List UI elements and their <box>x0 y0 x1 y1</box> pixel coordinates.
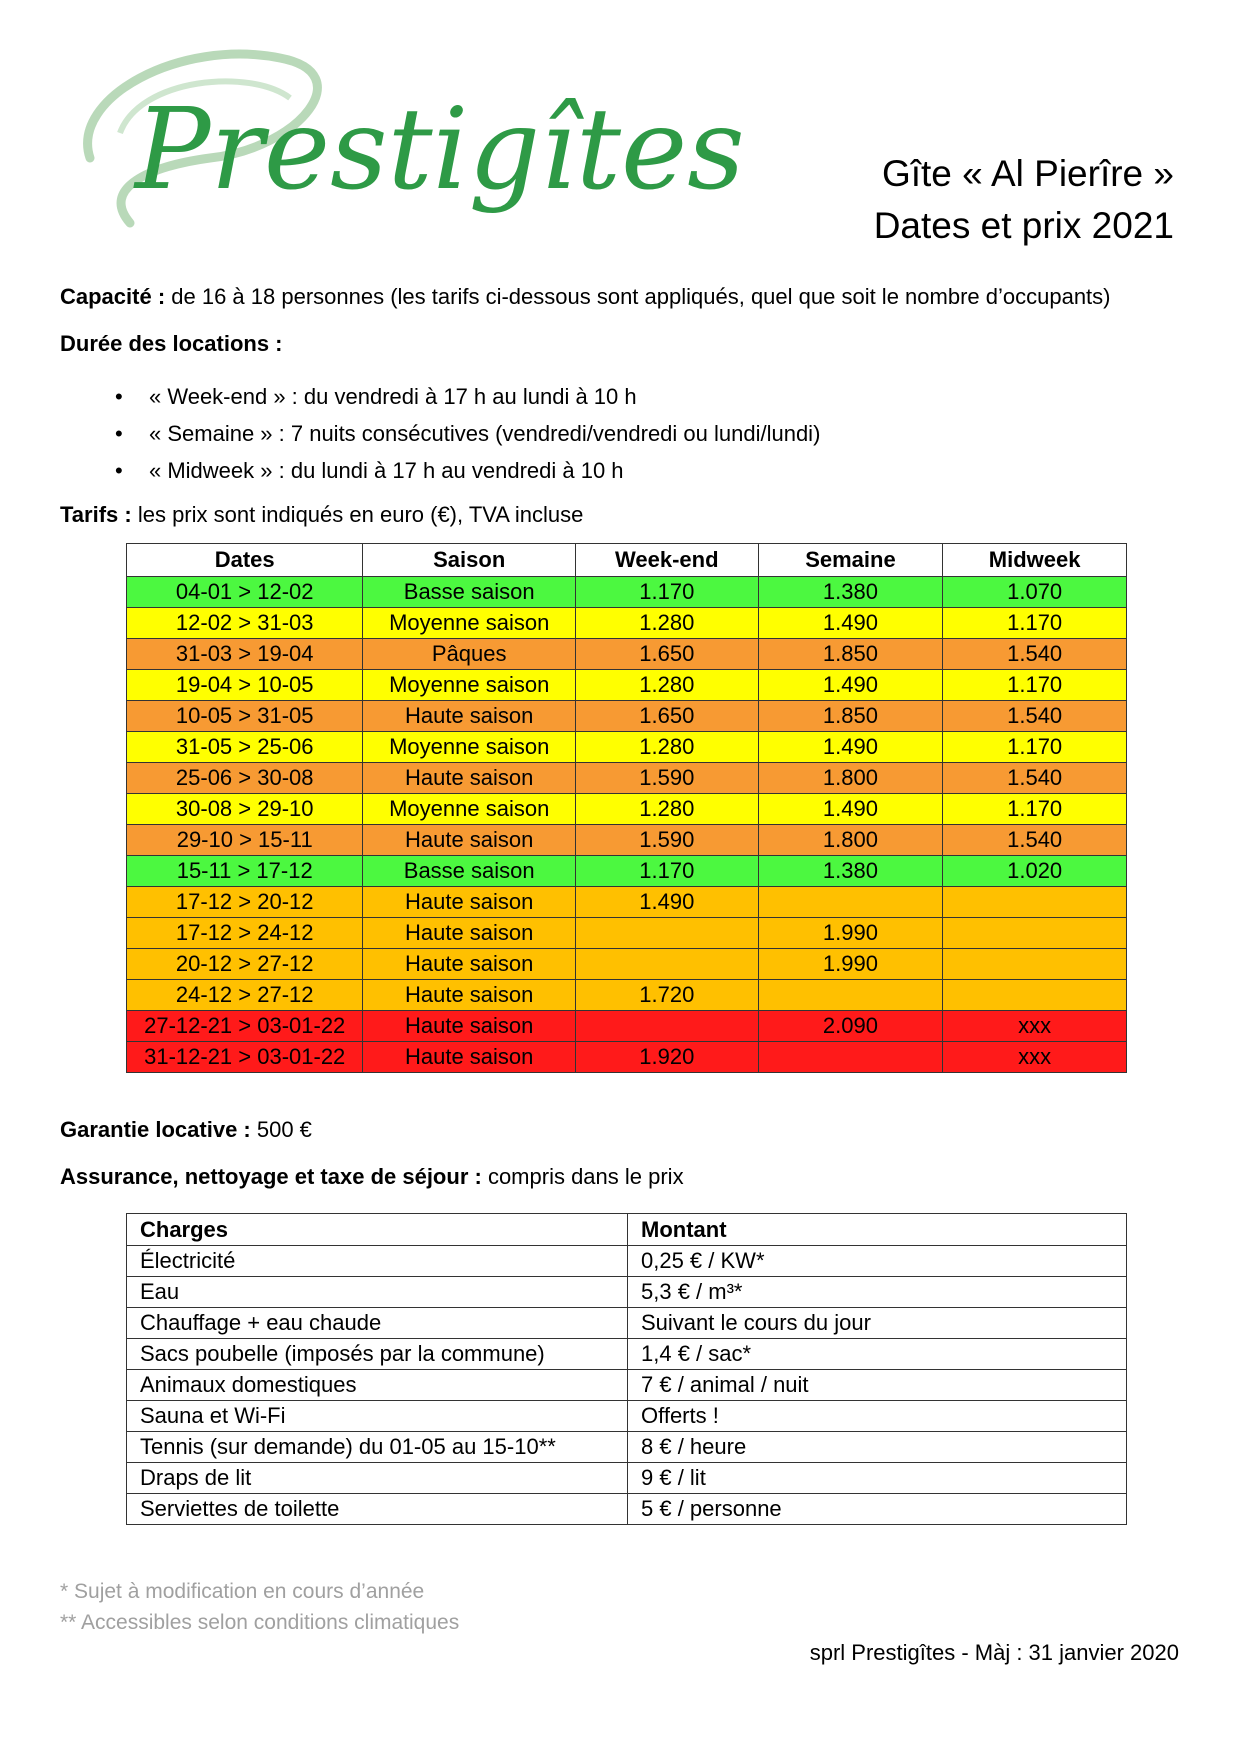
cell-weekend: 1.280 <box>576 670 759 701</box>
tarifs-line <box>60 502 583 528</box>
cell-charge: Eau <box>127 1277 628 1308</box>
cell-saison: Haute saison <box>363 1011 576 1042</box>
bullet-text: « Semaine » : 7 nuits consécutives (vendredi/vendredi ou lundi/lundi) <box>149 421 821 446</box>
document-title <box>874 148 1174 252</box>
cell-semaine: 1.490 <box>758 608 943 639</box>
cell-montant: 9 € / lit <box>628 1463 1127 1494</box>
tarifs-label: Tarifs : <box>60 502 132 527</box>
cell-saison: Haute saison <box>363 980 576 1011</box>
header-montant: Montant <box>628 1214 1127 1246</box>
title-line-1: Gîte « Al Pierîre » <box>881 153 1174 194</box>
cell-semaine: 1.490 <box>758 670 943 701</box>
cell-midweek: 1.170 <box>943 794 1127 825</box>
cell-midweek: 1.540 <box>943 701 1127 732</box>
cell-charge: Chauffage + eau chaude <box>127 1308 628 1339</box>
cell-weekend: 1.280 <box>576 732 759 763</box>
cell-dates: 20-12 > 27-12 <box>127 949 363 980</box>
cell-weekend <box>576 1011 759 1042</box>
cell-weekend: 1.650 <box>576 639 759 670</box>
charges-table <box>126 1213 1127 1525</box>
cell-dates: 12-02 > 31-03 <box>127 608 363 639</box>
cell-weekend: 1.590 <box>576 763 759 794</box>
cell-saison: Pâques <box>363 639 576 670</box>
table-row <box>127 639 1127 670</box>
cell-saison: Moyenne saison <box>363 670 576 701</box>
cell-charge: Serviettes de toilette <box>127 1494 628 1525</box>
cell-dates: 04-01 > 12-02 <box>127 577 363 608</box>
table-row <box>127 1246 1127 1277</box>
update-note: sprl Prestigîtes - Màj : 31 janvier 2020 <box>809 1640 1179 1665</box>
capacite-line <box>60 284 1111 310</box>
cell-charge: Électricité <box>127 1246 628 1277</box>
list-item <box>115 415 820 452</box>
cell-saison: Basse saison <box>363 856 576 887</box>
cell-montant: 8 € / heure <box>628 1432 1127 1463</box>
cell-weekend: 1.280 <box>576 608 759 639</box>
cell-midweek: 1.020 <box>943 856 1127 887</box>
header-charges: Charges <box>127 1214 628 1246</box>
cell-midweek: 1.170 <box>943 608 1127 639</box>
logo-text: Prestigîtes <box>135 85 745 215</box>
cell-semaine: 1.800 <box>758 825 943 856</box>
cell-semaine: 1.380 <box>758 577 943 608</box>
bullet-icon: • <box>115 421 123 446</box>
cell-saison: Basse saison <box>363 577 576 608</box>
cell-charge: Sauna et Wi-Fi <box>127 1401 628 1432</box>
tarifs-text: les prix sont indiqués en euro (€), TVA incluse <box>131 502 584 527</box>
cell-montant: 1,4 € / sac* <box>628 1339 1127 1370</box>
cell-montant: 0,25 € / KW* <box>628 1246 1127 1277</box>
cell-saison: Haute saison <box>363 918 576 949</box>
cell-dates: 24-12 > 27-12 <box>127 980 363 1011</box>
bullet-icon: • <box>115 458 123 483</box>
bullet-text: « Midweek » : du lundi à 17 h au vendredi à 10 h <box>149 458 624 483</box>
table-row <box>127 1011 1127 1042</box>
cell-dates: 31-12-21 > 03-01-22 <box>127 1042 363 1073</box>
cell-dates: 27-12-21 > 03-01-22 <box>127 1011 363 1042</box>
table-row <box>127 980 1127 1011</box>
cell-montant: Suivant le cours du jour <box>628 1308 1127 1339</box>
cell-weekend <box>576 949 759 980</box>
table-row <box>127 1463 1127 1494</box>
table-row <box>127 887 1127 918</box>
cell-semaine <box>758 887 943 918</box>
cell-semaine: 1.380 <box>758 856 943 887</box>
footnote-1: * Sujet à modification en cours d’année <box>60 1580 425 1603</box>
tarifs-header-row <box>127 544 1127 577</box>
cell-montant: Offerts ! <box>628 1401 1127 1432</box>
bullet-icon: • <box>115 384 123 409</box>
table-row <box>127 1277 1127 1308</box>
duree-list <box>115 378 820 489</box>
table-row <box>127 577 1127 608</box>
cell-dates: 19-04 > 10-05 <box>127 670 363 701</box>
cell-semaine: 2.090 <box>758 1011 943 1042</box>
duree-heading <box>60 331 283 357</box>
cell-weekend: 1.650 <box>576 701 759 732</box>
cell-charge: Tennis (sur demande) du 01-05 au 15-10** <box>127 1432 628 1463</box>
cell-midweek <box>943 980 1127 1011</box>
cell-semaine: 1.990 <box>758 918 943 949</box>
cell-saison: Haute saison <box>363 763 576 794</box>
cell-midweek <box>943 887 1127 918</box>
duree-label: Durée des locations : <box>60 331 283 356</box>
table-row <box>127 670 1127 701</box>
garantie-line <box>60 1117 312 1143</box>
header-saison: Saison <box>363 544 576 577</box>
cell-midweek: xxx <box>943 1042 1127 1073</box>
cell-weekend: 1.170 <box>576 856 759 887</box>
table-row <box>127 1432 1127 1463</box>
table-row <box>127 763 1127 794</box>
prestigites-logo <box>60 38 745 238</box>
cell-semaine <box>758 980 943 1011</box>
assurance-line <box>60 1164 684 1190</box>
header-dates: Dates <box>127 544 363 577</box>
table-row <box>127 701 1127 732</box>
table-row <box>127 1339 1127 1370</box>
table-row <box>127 1401 1127 1432</box>
cell-weekend: 1.920 <box>576 1042 759 1073</box>
table-row <box>127 949 1127 980</box>
header-semaine: Semaine <box>758 544 943 577</box>
cell-dates: 17-12 > 24-12 <box>127 918 363 949</box>
cell-weekend: 1.280 <box>576 794 759 825</box>
table-row <box>127 794 1127 825</box>
cell-saison: Haute saison <box>363 887 576 918</box>
cell-saison: Moyenne saison <box>363 732 576 763</box>
cell-midweek: 1.170 <box>943 670 1127 701</box>
assurance-text: compris dans le prix <box>481 1164 684 1189</box>
cell-midweek <box>943 918 1127 949</box>
table-row <box>127 825 1127 856</box>
tarifs-table <box>126 543 1127 1073</box>
cell-saison: Haute saison <box>363 825 576 856</box>
cell-semaine: 1.990 <box>758 949 943 980</box>
cell-dates: 30-08 > 29-10 <box>127 794 363 825</box>
table-row <box>127 856 1127 887</box>
cell-saison: Haute saison <box>363 701 576 732</box>
table-row <box>127 1308 1127 1339</box>
cell-dates: 10-05 > 31-05 <box>127 701 363 732</box>
cell-montant: 5,3 € / m³* <box>628 1277 1127 1308</box>
cell-dates: 29-10 > 15-11 <box>127 825 363 856</box>
cell-dates: 31-03 > 19-04 <box>127 639 363 670</box>
table-row <box>127 1042 1127 1073</box>
title-line-2: Dates et prix 2021 <box>873 205 1174 246</box>
list-item <box>115 378 820 415</box>
table-row <box>127 1370 1127 1401</box>
capacite-text: de 16 à 18 personnes (les tarifs ci-dessous sont appliqués, quel que soit le nombre d’occupants) <box>165 284 1111 309</box>
table-row <box>127 732 1127 763</box>
cell-midweek: 1.070 <box>943 577 1127 608</box>
cell-dates: 17-12 > 20-12 <box>127 887 363 918</box>
cell-semaine: 1.490 <box>758 732 943 763</box>
header-midweek: Midweek <box>943 544 1127 577</box>
cell-semaine: 1.490 <box>758 794 943 825</box>
cell-weekend: 1.590 <box>576 825 759 856</box>
cell-charge: Animaux domestiques <box>127 1370 628 1401</box>
cell-saison: Moyenne saison <box>363 794 576 825</box>
cell-weekend <box>576 918 759 949</box>
cell-midweek: 1.540 <box>943 825 1127 856</box>
cell-midweek: xxx <box>943 1011 1127 1042</box>
cell-semaine: 1.850 <box>758 639 943 670</box>
garantie-text: 500 € <box>250 1117 312 1142</box>
cell-dates: 31-05 > 25-06 <box>127 732 363 763</box>
bullet-text: « Week-end » : du vendredi à 17 h au lundi à 10 h <box>149 384 637 409</box>
assurance-label: Assurance, nettoyage et taxe de séjour : <box>60 1164 482 1189</box>
capacite-label: Capacité : <box>60 284 166 309</box>
cell-dates: 15-11 > 17-12 <box>127 856 363 887</box>
cell-midweek <box>943 949 1127 980</box>
header-weekend: Week-end <box>576 544 759 577</box>
cell-montant: 5 € / personne <box>628 1494 1127 1525</box>
cell-charge: Draps de lit <box>127 1463 628 1494</box>
table-row <box>127 1494 1127 1525</box>
footnote-2: ** Accessibles selon conditions climatiques <box>60 1611 460 1634</box>
cell-weekend: 1.170 <box>576 577 759 608</box>
garantie-label: Garantie locative : <box>60 1117 251 1142</box>
cell-midweek: 1.540 <box>943 763 1127 794</box>
cell-dates: 25-06 > 30-08 <box>127 763 363 794</box>
table-row <box>127 608 1127 639</box>
list-item <box>115 452 820 489</box>
cell-weekend: 1.720 <box>576 980 759 1011</box>
cell-semaine: 1.850 <box>758 701 943 732</box>
cell-semaine: 1.800 <box>758 763 943 794</box>
cell-weekend: 1.490 <box>576 887 759 918</box>
cell-midweek: 1.170 <box>943 732 1127 763</box>
charges-header-row <box>127 1214 1127 1246</box>
cell-semaine <box>758 1042 943 1073</box>
table-row <box>127 918 1127 949</box>
cell-saison: Moyenne saison <box>363 608 576 639</box>
cell-saison: Haute saison <box>363 1042 576 1073</box>
cell-saison: Haute saison <box>363 949 576 980</box>
cell-charge: Sacs poubelle (imposés par la commune) <box>127 1339 628 1370</box>
cell-midweek: 1.540 <box>943 639 1127 670</box>
cell-montant: 7 € / animal / nuit <box>628 1370 1127 1401</box>
